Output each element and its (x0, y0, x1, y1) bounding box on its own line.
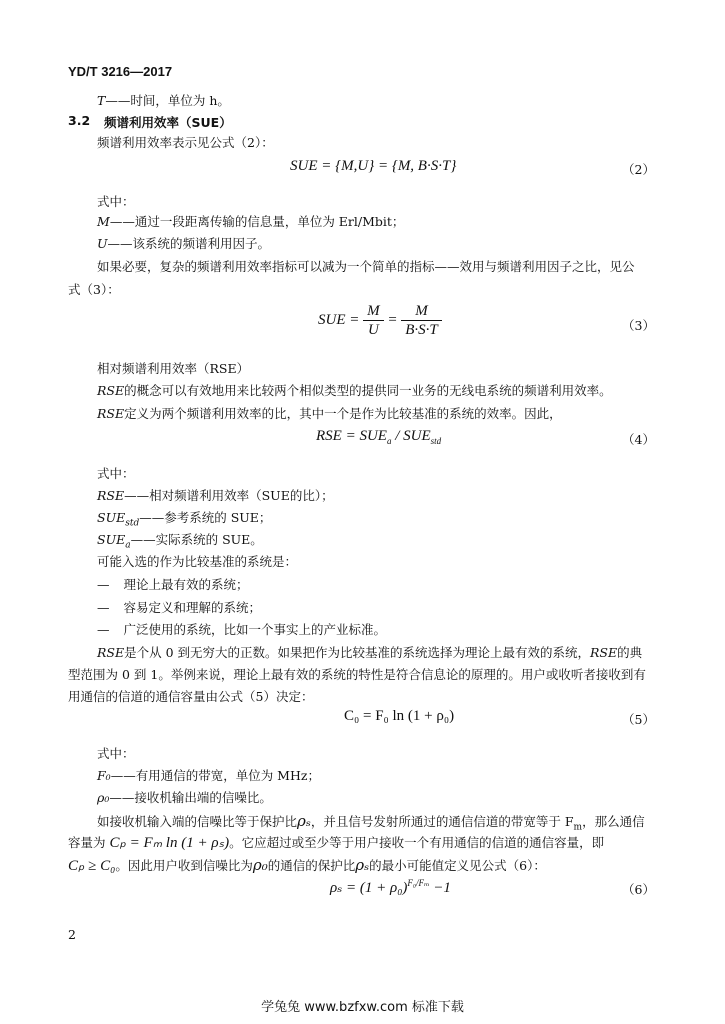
section-title: 频谱利用效率（SUE） (104, 115, 232, 130)
snr-text-3a: 。因此用户收到信噪比为 (115, 858, 253, 873)
bullet-dash: — (97, 577, 110, 592)
rse-definition (97, 405, 562, 423)
suea-variable-text: ——实际系统的 SUE。 (130, 532, 263, 547)
u-definition (97, 235, 270, 253)
equation-4-lhs: RSE = SUE (316, 428, 387, 444)
page-number: 2 (68, 927, 76, 942)
symbol-rse: RSE (97, 383, 125, 398)
fraction-2-numerator: M (401, 302, 442, 321)
capacity-inequality: Cₚ ≥ C₀ (68, 858, 116, 874)
reference-item-3-text: 广泛使用的系统，比如一个事实上的产业标准。 (123, 622, 387, 637)
standard-code: YD/T 3216—2017 (68, 64, 173, 79)
symbol-u: U (97, 236, 108, 251)
symbol-m: M (97, 214, 110, 229)
t-definition-text: ——时间，单位为 h。 (105, 93, 230, 108)
suestd-variable-text: ——参考系统的 SUE； (139, 510, 272, 525)
symbol-rse: RSE (97, 406, 125, 421)
site-watermark: 学兔兔 www.bzfxw.com 标准下载 (261, 1000, 464, 1015)
equation-6 (330, 878, 451, 897)
capacity-equation: Cₚ = Fₘ ln (1 + ρₛ) (109, 835, 230, 851)
symbol-sue-a: SUE (97, 532, 126, 547)
reference-item-2-text: 容易定义和理解的系统； (123, 600, 262, 615)
m-definition (97, 213, 404, 231)
rse-variable (97, 487, 334, 505)
rse-concept-text: 的概念可以有效地用来比较两个相似类型的提供同一业务的无线电系统的频谱利用效率。 (124, 383, 612, 398)
snr-line-1 (97, 812, 645, 837)
equation-4-number: （4） (622, 432, 655, 447)
symbol-rho0: ρ₀ (97, 790, 110, 805)
where-label-1: 式中： (97, 194, 135, 209)
equation-5: C₀ = F₀ ln (1 + ρ₀) (344, 708, 455, 724)
rse-title: 相对频谱利用效率（RSE） (97, 361, 250, 376)
equals-sign: = (387, 312, 398, 328)
fraction-2-denominator: B·S·T (405, 322, 438, 338)
equation-3-lhs: SUE = (318, 312, 360, 328)
symbol-rho-s: ρₛ (297, 812, 311, 830)
fraction-1-denominator: U (367, 322, 379, 338)
snr-line-2 (68, 834, 604, 852)
equation-5-number: （5） (622, 712, 655, 727)
where-label-3: 式中： (97, 746, 135, 761)
rse-range-line-3: 用通信的信道的通信容量由公式（5）决定： (68, 689, 314, 704)
rse-definition-text: 定义为两个频谱利用效率的比，其中一个是作为比较基准的系统的效率。因此， (124, 406, 562, 421)
equation-4-sub-a: a (386, 436, 392, 446)
equation-3 (318, 302, 442, 339)
suea-variable (97, 531, 263, 555)
equation-6-number: （6） (622, 882, 655, 897)
snr-line-3 (68, 856, 546, 875)
symbol-rse: RSE (97, 645, 125, 660)
snr-text-2a: 容量为 (68, 835, 106, 850)
reference-item-2 (97, 599, 261, 617)
equation-2: SUE = {M,U} = {M, B·S·T} (290, 158, 457, 174)
symbol-rse: RSE (97, 488, 125, 503)
where-label-2: 式中： (97, 466, 135, 481)
snr-text-1b: ，并且信号发射所通过的通信信道的带宽等于 F (310, 814, 574, 829)
bullet-dash: — (97, 622, 110, 637)
fraction-1-numerator: M (363, 302, 384, 321)
rse-range-line-1 (97, 644, 642, 662)
equation-3-number: （3） (622, 318, 655, 333)
fraction-m-over-u (363, 302, 384, 339)
reference-item-1-text: 理论上最有效的系统； (123, 577, 249, 592)
symbol-sue-std: SUE (97, 510, 126, 525)
snr-text-3b: 的通信的保护比 (267, 858, 356, 873)
reduce-line-2: 式（3）： (68, 282, 120, 297)
symbol-a-sub: a (125, 540, 131, 551)
equation-4 (316, 428, 441, 446)
snr-text-1a: 如接收机输入端的信噪比等于保护比 (97, 814, 298, 829)
reference-intro: 可能入选的作为比较基准的系统是： (97, 554, 298, 569)
rho0-variable-text: ——接收机输出端的信噪比。 (109, 790, 272, 805)
section-number: 3.2 (68, 113, 91, 128)
rse-concept (97, 382, 612, 400)
fraction-m-over-bst (401, 302, 442, 339)
m-definition-text: ——通过一段距离传输的信息量，单位为 Erl/Mbit； (109, 214, 405, 229)
equation-6-exponent: F₀/Fₘ (407, 878, 430, 888)
f0-variable-text: ——有用通信的带宽，单位为 MHz； (110, 768, 320, 783)
equation-6-lhs: ρₛ = (1 + ρ₀) (330, 880, 408, 896)
snr-text-3c: 的最小可能值定义见公式（6）： (369, 858, 546, 873)
symbol-t: T (97, 93, 106, 108)
symbol-std-sub: std (125, 518, 140, 529)
symbol-m-sub: m (573, 822, 583, 833)
snr-text-1c: ，那么通信 (582, 814, 645, 829)
equation-4-sub-std: std (430, 436, 442, 446)
symbol-rse: RSE (590, 645, 618, 660)
rse-variable-text: ——相对频谱利用效率（SUE的比）； (124, 488, 334, 503)
symbol-rho0: ρ₀ (252, 856, 268, 874)
reduce-line-1: 如果必要，复杂的频谱利用效率指标可以减为一个简单的指标——效用与频谱利用因子之比，见公 (97, 259, 635, 274)
bullet-dash: — (97, 600, 110, 615)
t-definition (97, 92, 230, 110)
reference-item-1 (97, 576, 249, 594)
sue-intro: 频谱利用效率表示见公式（2）： (97, 135, 274, 150)
symbol-f0: F₀ (97, 768, 111, 783)
rse-range-text-1b: 的典 (617, 645, 643, 660)
f0-variable (97, 767, 320, 785)
u-definition-text: ——该系统的频谱利用因子。 (107, 236, 271, 251)
rho0-variable (97, 789, 272, 807)
rse-range-line-2: 型范围为 0 到 1。举例来说，理论上最有效的系统的特性是符合信息论的原理的。用户或收听者接收到有 (68, 667, 646, 682)
equation-6-tail: −1 (429, 880, 451, 896)
suestd-variable (97, 509, 271, 533)
equation-4-mid: / SUE (391, 428, 431, 444)
equation-2-number: （2） (622, 162, 655, 177)
symbol-rho-s: ρₛ (355, 856, 370, 874)
rse-range-text-1: 是个从 0 到无穷大的正数。如果把作为比较基准的系统选择为理论上最有效的系统， (124, 645, 591, 660)
reference-item-3 (97, 621, 386, 639)
snr-text-2b: 。它应超过或至少等于用户接收一个有用通信的信道的通信容量，即 (229, 835, 605, 850)
